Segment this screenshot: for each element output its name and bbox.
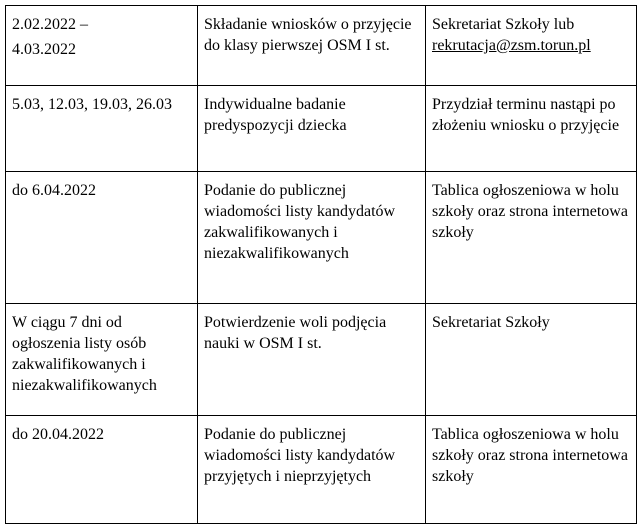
- date-cell: W ciągu 7 dni od ogłoszenia listy osób zakwalifikowanych i niezakwalifikowanych: [6, 304, 198, 416]
- place-cell: Przydział terminu nastąpi po złożeniu wniosku o przyjęcie: [426, 86, 637, 172]
- date-cell: [6, 6, 198, 86]
- table-row: [6, 172, 637, 304]
- table-row: [6, 416, 637, 524]
- date-cell: do 20.04.2022: [6, 416, 198, 524]
- date-end: 4.03.2022: [12, 41, 76, 58]
- recruitment-schedule-table: [5, 5, 637, 524]
- table-row: [6, 304, 637, 416]
- action-cell: Podanie do publicznej wiadomości listy kandydatów przyjętych i nieprzyjętych: [198, 416, 426, 524]
- place-cell: Tablica ogłoszeniowa w holu szkoły oraz strona internetowa szkoły: [426, 416, 637, 524]
- action-cell: Składanie wniosków o przyjęcie do klasy pierwszej OSM I st.: [198, 6, 426, 86]
- place-cell: Tablica ogłoszeniowa w holu szkoły oraz strona internetowa szkoły: [426, 172, 637, 304]
- place-cell: Sekretariat Szkoły: [426, 304, 637, 416]
- action-cell: Indywidualne badanie predyspozycji dziecka: [198, 86, 426, 172]
- recruitment-email-link[interactable]: rekrutacja@zsm.torun.pl: [432, 37, 591, 54]
- action-cell: Potwierdzenie woli podjęcia nauki w OSM I st.: [198, 304, 426, 416]
- table-row: [6, 6, 637, 86]
- date-start: 2.02.2022 –: [12, 16, 88, 33]
- place-text: Sekretariat Szkoły lub: [432, 16, 575, 33]
- date-cell: 5.03, 12.03, 19.03, 26.03: [6, 86, 198, 172]
- date-range: [12, 14, 191, 60]
- table-row: [6, 86, 637, 172]
- place-cell: [426, 6, 637, 86]
- action-cell: Podanie do publicznej wiadomości listy kandydatów zakwalifikowanych i niezakwalifikowanych: [198, 172, 426, 304]
- date-cell: do 6.04.2022: [6, 172, 198, 304]
